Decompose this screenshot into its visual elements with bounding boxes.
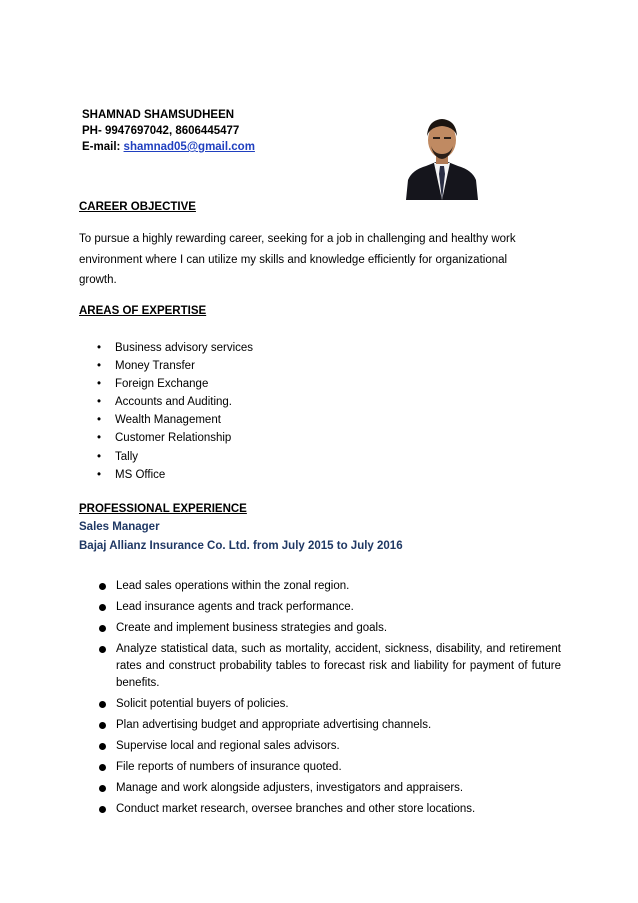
list-item: • Money Transfer [79,357,253,375]
objective-line: environment where I can utilize my skills and knowledge efficiently for organizational [79,253,508,266]
list-item: • MS Office [79,466,253,484]
bullet-icon: • [97,432,102,445]
bullet-icon [99,806,106,813]
list-item: Plan advertising budget and appropriate advertising channels. [97,717,561,734]
profile-photo [404,108,480,200]
objective-line: growth. [79,274,117,286]
bullet-icon [99,764,106,771]
list-item: • Tally [79,448,253,466]
list-item: Analyze statistical data, such as mortality, accident, sickness, disability, and retirement rates and construct probability tables to forecast risk and liability for payment of future benefits. [97,641,561,692]
bullet-icon [99,646,106,653]
expertise-heading: AREAS OF EXPERTISE [79,305,207,317]
bullet-icon [99,604,106,611]
email-line [82,140,255,155]
list-item: Supervise local and regional sales advisors. [97,738,561,755]
candidate-name: SHAMNAD SHAMSUDHEEN [82,109,235,121]
email-label: E-mail: [82,141,124,153]
list-item: • Business advisory services [79,339,253,357]
list-item: Conduct market research, oversee branches and other store locations. [97,801,561,818]
list-item: Solicit potential buyers of policies. [97,696,561,713]
list-item: • Wealth Management [79,411,253,429]
career-objective-text [79,229,549,291]
list-item: • Accounts and Auditing. [79,393,253,411]
bullet-icon [99,743,106,750]
career-objective-heading: CAREER OBJECTIVE [79,201,196,213]
bullet-icon: • [97,414,102,427]
list-item: • Foreign Exchange [79,375,253,393]
bullet-icon: • [97,378,102,391]
profile-photo-graphic [404,108,480,200]
bullet-icon: • [97,396,102,409]
duties-list [97,578,561,822]
bullet-icon: • [97,450,102,463]
list-item: Create and implement business strategies and goals. [97,620,561,637]
company-period: Bajaj Allianz Insurance Co. Ltd. from July 2015 to July 2016 [79,540,403,552]
list-item: Lead insurance agents and track performance. [97,599,561,616]
list-item: • Customer Relationship [79,429,253,447]
bullet-icon [99,701,106,708]
expertise-list [79,339,253,484]
bullet-icon [99,583,106,590]
phone-number: PH- 9947697042, 8606445477 [82,125,240,137]
email-link[interactable]: shamnad05@gmail.com [123,141,255,153]
job-title: Sales Manager [79,521,160,533]
bullet-icon [99,785,106,792]
experience-heading: PROFESSIONAL EXPERIENCE [79,503,247,515]
bullet-icon: • [97,468,102,481]
objective-line: To pursue a highly rewarding career, seeking for a job in challenging and healthy work [79,233,516,245]
list-item: Lead sales operations within the zonal region. [97,578,561,595]
bullet-icon: • [97,342,102,354]
list-item: File reports of numbers of insurance quoted. [97,759,561,776]
bullet-icon [99,722,106,729]
bullet-icon: • [97,360,102,373]
bullet-icon [99,625,106,632]
list-item: Manage and work alongside adjusters, investigators and appraisers. [97,780,561,797]
